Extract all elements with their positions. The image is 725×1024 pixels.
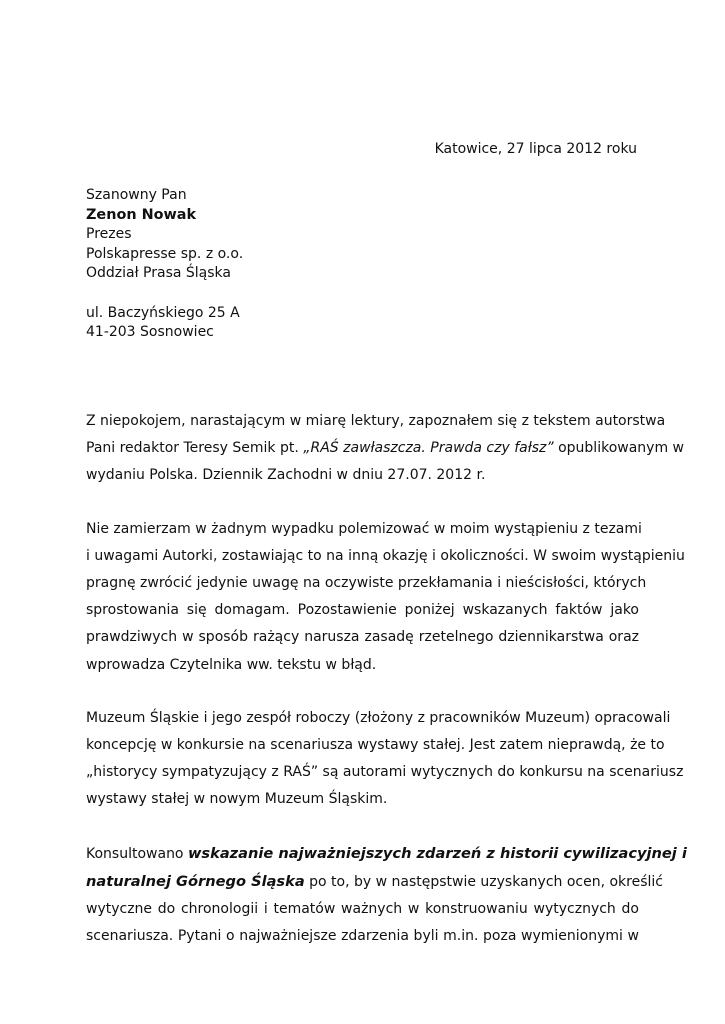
recipient-postal-city: 41-203 Sosnowiec (86, 324, 214, 341)
paragraph-4-line-1-text: Konsultowano (86, 845, 188, 862)
paragraph-2-line-3: pragnę zwrócić jedynie uwagę na oczywiste przekłamania i nieścisłości, których (86, 575, 647, 592)
paragraph-3 (86, 705, 684, 814)
recipient-address-block (86, 186, 243, 343)
paragraph-1-line-2 (86, 435, 684, 462)
paragraph-1 (86, 408, 684, 490)
salutation: Szanowny Pan (86, 187, 187, 203)
article-title: „RAŚ zawłaszcza. Prawda czy fałsz” (303, 440, 554, 457)
paragraph-4-line-2-text: po to, by w następstwie uzyskanych ocen, określić (304, 873, 663, 890)
paragraph-3-line-4: wystawy stałej w nowym Muzeum Śląskim. (86, 791, 388, 808)
paragraph-2-line-1: Nie zamierzam w żadnym wypadku polemizować w moim wystąpieniu z tezami (86, 520, 642, 537)
paragraph-4 (86, 840, 687, 951)
paragraph-2 (86, 516, 685, 679)
paragraph-4-line-3: wytyczne do chronologii i tematów ważnych w konstruowaniu wytycznych do (86, 901, 639, 918)
paragraph-3-line-3: „historycy sympatyzujący z RAŚ” są autorami wytycznych do konkursu na scenariusz (86, 764, 684, 781)
paragraph-4-line-2 (86, 868, 663, 896)
recipient-company: Polskapresse sp. z o.o. (86, 245, 244, 262)
recipient-name: Zenon Nowak (86, 206, 197, 223)
paragraph-1-line-2-end: opublikowanym w (553, 440, 684, 457)
emphasized-phrase-2: naturalnej Górnego Śląska (86, 872, 305, 890)
paragraph-1-line-1: Z niepokojem, narastającym w miarę lektury, zapoznałem się z tekstem autorstwa (86, 413, 666, 429)
paragraph-4-line-1 (86, 840, 687, 868)
paragraph-2-line-4: sprostowania się domagam. Pozostawienie poniżej wskazanych faktów jako (86, 602, 639, 619)
paragraph-2-line-5: prawdziwych w sposób rażący narusza zasadę rzetelnego dziennikarstwa oraz (86, 629, 639, 646)
paragraph-1-line-3: wydaniu Polska. Dziennik Zachodni w dniu 27.07. 2012 r. (86, 467, 486, 484)
paragraph-2-line-6: wprowadza Czytelnika ww. tekstu w błąd. (86, 656, 377, 673)
recipient-street: ul. Baczyńskiego 25 A (86, 304, 240, 321)
paragraph-4-line-4: scenariusza. Pytani o najważniejsze zdarzenia byli m.in. poza wymienionymi w (86, 928, 639, 945)
paragraph-3-line-1: Muzeum Śląskie i jego zespół roboczy (złożony z pracowników Muzeum) opracowali (86, 709, 671, 726)
address-spacer (86, 284, 243, 304)
letter-body (86, 408, 687, 976)
paragraph-3-line-2: koncepcję w konkursie na scenariusza wystawy stałej. Jest zatem nieprawdą, że to (86, 737, 665, 754)
recipient-position: Prezes (86, 226, 132, 243)
emphasized-phrase-1: wskazanie najważniejszych zdarzeń z historii cywilizacyjnej i (187, 844, 687, 862)
paragraph-2-line-2: i uwagami Autorki, zostawiając to na inną okazję i okoliczności. W swoim wystąpieniu (86, 547, 685, 564)
paragraph-1-line-2-text: Pani redaktor Teresy Semik pt. (86, 440, 304, 457)
date-line: Katowice, 27 lipca 2012 roku (434, 141, 637, 157)
recipient-division: Oddział Prasa Śląska (86, 265, 231, 282)
